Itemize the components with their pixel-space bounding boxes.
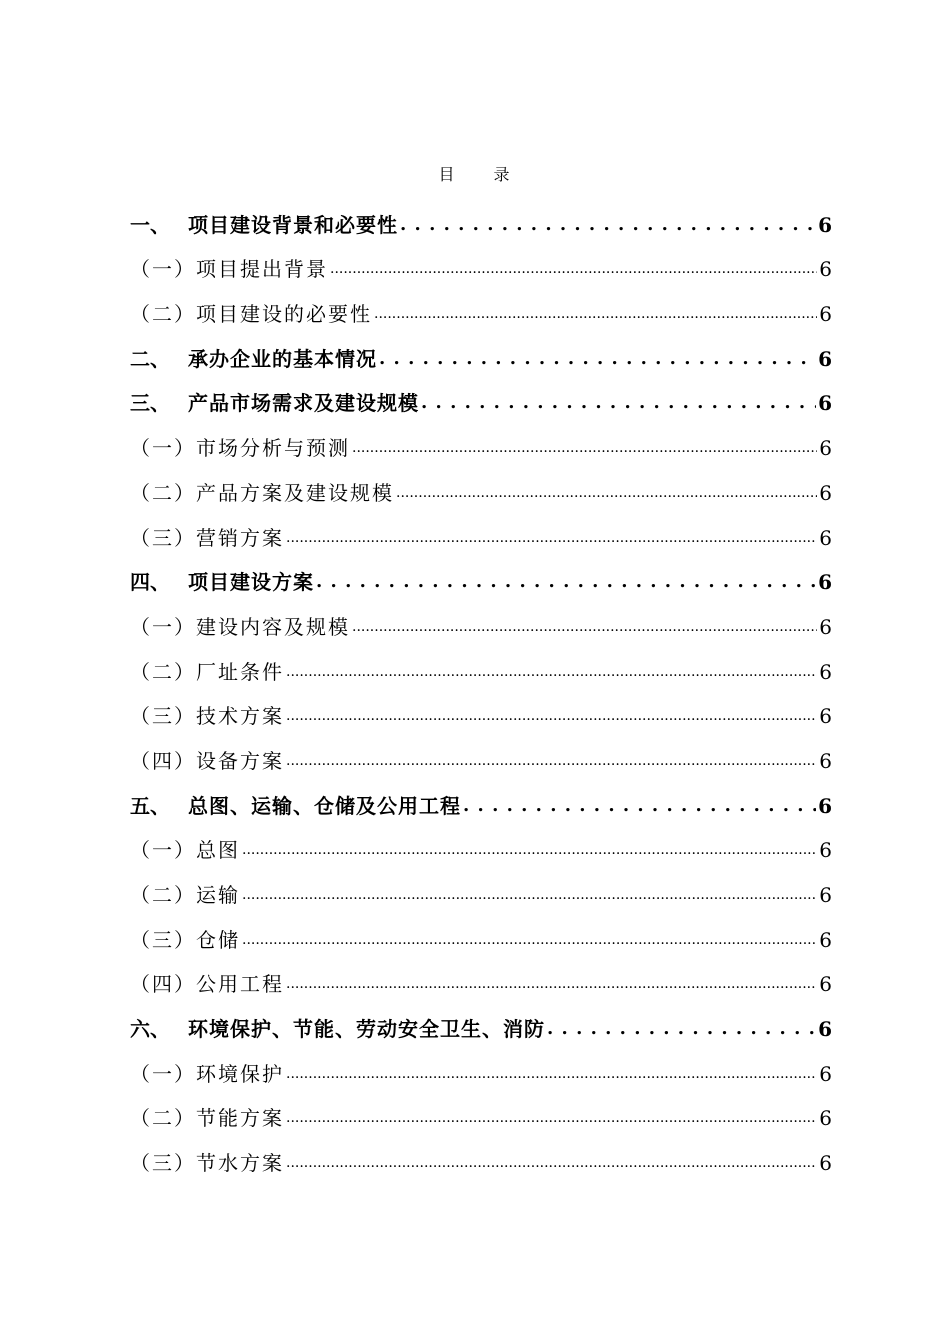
toc-entry-label: 项目提出背景 [196, 257, 328, 282]
toc-entry-label: 项目建设方案 [188, 570, 314, 595]
toc-dot-leader [242, 835, 817, 865]
toc-dot-leader [286, 657, 817, 687]
toc-entry-page-number: 6 [819, 436, 832, 461]
toc-entry-number: （四） [130, 972, 196, 997]
toc-entry-number: （二） [130, 1106, 196, 1131]
toc-section-entry[interactable] [130, 508, 832, 553]
toc-section-entry[interactable] [130, 865, 832, 910]
toc-chapter-entry[interactable] [130, 553, 832, 598]
toc-entry-number: 一、 [130, 212, 170, 237]
toc-dot-leader [352, 433, 817, 463]
toc-entry-label: 设备方案 [196, 748, 284, 773]
toc-dot-leader [286, 969, 817, 999]
toc-entry-page-number: 6 [818, 1017, 832, 1042]
toc-entry-label: 技术方案 [196, 704, 284, 729]
toc-dot-leader [374, 299, 817, 329]
toc-dot-leader [396, 478, 817, 508]
toc-entry-label: 环境保护 [196, 1061, 284, 1086]
toc-section-entry[interactable] [130, 463, 832, 508]
toc-entry-page-number: 6 [818, 793, 832, 818]
toc-entry-label: 总图 [196, 838, 240, 863]
toc-entry-label: 项目建设背景和必要性 [188, 212, 398, 237]
toc-entry-page-number: 6 [819, 883, 832, 907]
toc-dot-leader [400, 210, 816, 240]
toc-dot-leader [352, 612, 817, 642]
toc-section-entry[interactable] [130, 284, 832, 329]
toc-section-entry[interactable] [130, 1089, 832, 1134]
toc-dot-leader [379, 344, 816, 374]
toc-section-entry[interactable] [130, 240, 832, 285]
toc-dot-leader [286, 746, 817, 776]
toc-entry-number: （一） [130, 614, 196, 639]
toc-entry-label: 产品市场需求及建设规模 [188, 391, 419, 416]
toc-dot-leader [242, 880, 817, 910]
toc-dot-leader [286, 523, 817, 553]
toc-entry-label: 总图、运输、仓储及公用工程 [188, 793, 461, 818]
toc-entry-number: （三） [130, 704, 196, 729]
toc-section-entry[interactable] [130, 1044, 832, 1089]
toc-dot-leader [330, 254, 817, 284]
toc-entry-page-number: 6 [819, 927, 832, 952]
toc-section-entry[interactable] [130, 821, 832, 866]
toc-section-entry[interactable] [130, 910, 832, 955]
toc-dot-leader [286, 1148, 817, 1178]
toc-entry-number: （一） [130, 436, 196, 461]
toc-entry-label: 节水方案 [196, 1151, 284, 1176]
toc-entry-label: 营销方案 [196, 525, 284, 550]
toc-dot-leader [421, 388, 816, 418]
toc-section-entry[interactable] [130, 687, 832, 732]
toc-chapter-entry[interactable] [130, 999, 832, 1044]
toc-chapter-entry[interactable] [130, 329, 832, 374]
toc-section-entry[interactable] [130, 418, 832, 463]
toc-dot-leader [463, 791, 816, 821]
toc-entry-page-number: 6 [819, 1106, 832, 1131]
toc-dot-leader [316, 567, 816, 597]
toc-entry-page-number: 6 [819, 614, 832, 639]
toc-entry-page-number: 6 [819, 1061, 832, 1086]
toc-entry-page-number: 6 [819, 704, 832, 729]
toc-entry-page-number: 6 [819, 1151, 832, 1176]
toc-section-entry[interactable] [130, 642, 832, 687]
toc-dot-leader [242, 925, 817, 955]
toc-entry-label: 厂址条件 [196, 659, 284, 684]
toc-section-entry[interactable] [130, 955, 832, 1000]
toc-title: 目 录 [438, 165, 512, 184]
toc-entry-page-number: 6 [818, 391, 832, 416]
toc-entry-label: 市场分析与预测 [196, 436, 350, 461]
toc-dot-leader [286, 701, 817, 731]
toc-entry-number: 三、 [130, 391, 170, 416]
toc-entry-page-number: 6 [819, 302, 832, 327]
toc-entry-number: （二） [130, 659, 196, 684]
toc-entry-number: （一） [130, 838, 196, 863]
toc-entry-number: （二） [130, 883, 196, 907]
toc-entry-number: （二） [130, 480, 196, 505]
toc-entry-page-number: 6 [818, 212, 832, 237]
toc-entry-page-number: 6 [819, 525, 832, 550]
toc-entry-page-number: 6 [819, 659, 832, 684]
toc-entry-page-number: 6 [819, 480, 832, 505]
toc-entry-page-number: 6 [819, 838, 832, 863]
toc-entry-number: 二、 [130, 346, 170, 371]
toc-chapter-entry[interactable] [130, 195, 832, 240]
toc-section-entry[interactable] [130, 731, 832, 776]
toc-entry-label: 节能方案 [196, 1106, 284, 1131]
toc-entry-page-number: 6 [819, 748, 832, 773]
toc-entry-label: 环境保护、节能、劳动安全卫生、消防 [188, 1017, 545, 1042]
table-of-contents [130, 195, 832, 1178]
toc-chapter-entry[interactable] [130, 776, 832, 821]
toc-entry-number: 四、 [130, 570, 170, 595]
toc-entry-label: 项目建设的必要性 [196, 302, 372, 327]
toc-entry-label: 仓储 [196, 927, 240, 952]
toc-dot-leader [547, 1014, 816, 1044]
toc-entry-label: 产品方案及建设规模 [196, 480, 394, 505]
toc-chapter-entry[interactable] [130, 374, 832, 419]
toc-entry-number: （四） [130, 748, 196, 773]
toc-entry-number: （一） [130, 257, 196, 282]
toc-entry-page-number: 6 [819, 257, 832, 282]
toc-entry-label: 运输 [196, 883, 240, 907]
toc-entry-page-number: 6 [818, 346, 832, 371]
toc-entry-number: （一） [130, 1061, 196, 1086]
toc-section-entry[interactable] [130, 1133, 832, 1178]
toc-entry-page-number: 6 [819, 972, 832, 997]
toc-entry-label: 承办企业的基本情况 [188, 346, 377, 371]
toc-entry-number: （二） [130, 302, 196, 327]
toc-dot-leader [286, 1103, 817, 1133]
toc-section-entry[interactable] [130, 597, 832, 642]
toc-entry-label: 建设内容及规模 [196, 614, 350, 639]
toc-entry-number: （三） [130, 1151, 196, 1176]
toc-entry-number: 五、 [130, 793, 170, 818]
toc-entry-number: （三） [130, 927, 196, 952]
toc-entry-page-number: 6 [818, 570, 832, 595]
toc-entry-number: 六、 [130, 1017, 170, 1042]
toc-entry-label: 公用工程 [196, 972, 284, 997]
toc-dot-leader [286, 1059, 817, 1089]
toc-entry-number: （三） [130, 525, 196, 550]
